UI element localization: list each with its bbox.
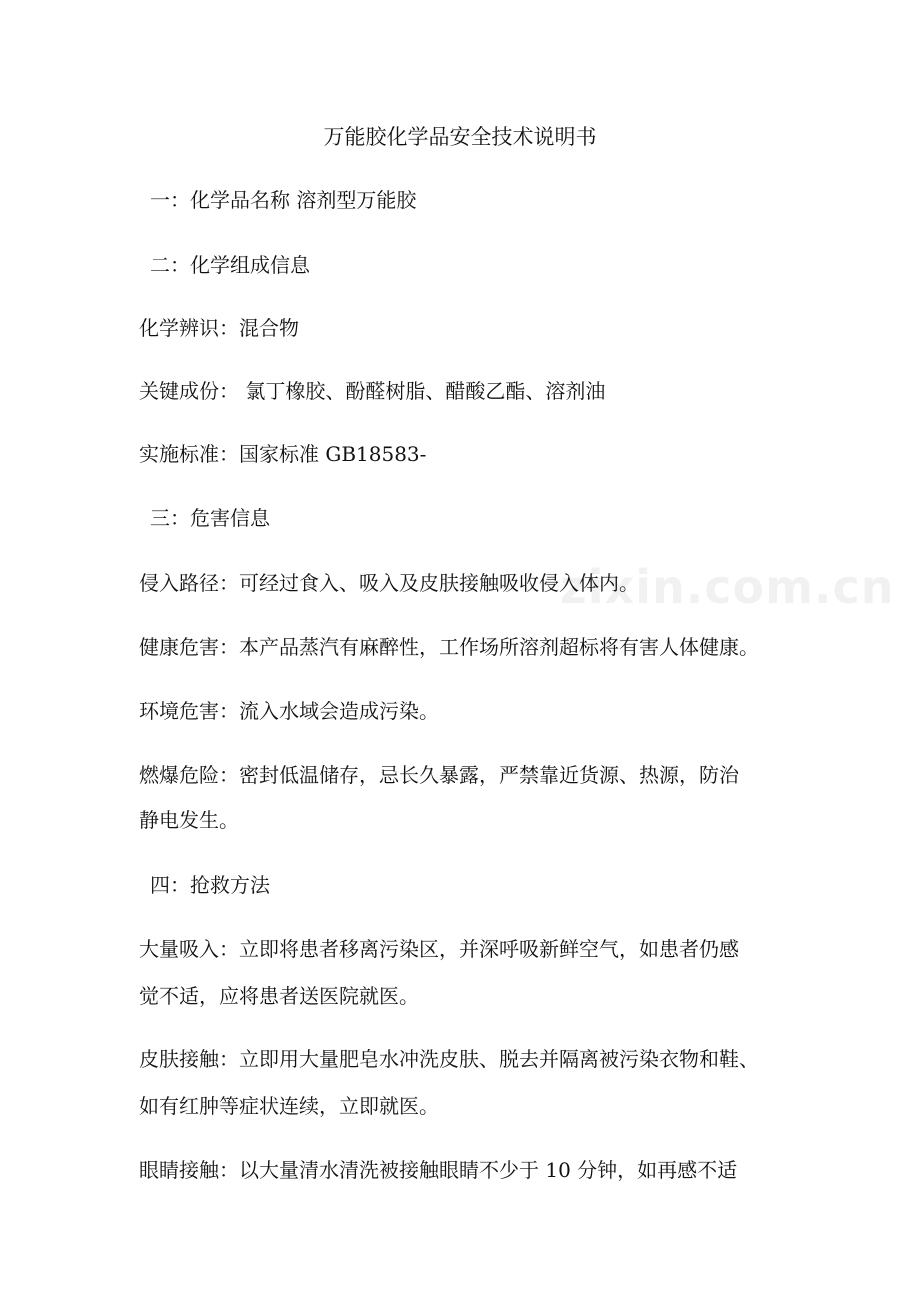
section-2-heading: 二：化学组成信息 [150,253,310,277]
standard: 实施标准：国家标准 GB18583- [139,442,427,466]
skin-contact-line-2: 如有红肿等症状连续，立即就医。 [139,1094,439,1118]
inhalation-line-1: 大量吸入：立即将患者移离污染区，并深呼吸新鲜空气，如患者仍感 [139,937,739,961]
skin-contact-line-1: 皮肤接触：立即用大量肥皂水冲洗皮肤、脱去并隔离被污染衣物和鞋、 [139,1047,759,1071]
environment-hazard: 环境危害：流入水域会造成污染。 [139,699,439,723]
chemical-identity: 化学辨识：混合物 [139,316,299,340]
exposure-route: 侵入路径：可经过食入、吸入及皮肤接触吸收侵入体内。 [139,571,639,595]
document-title: 万能胶化学品安全技术说明书 [323,125,597,149]
inhalation-line-2: 觉不适，应将患者送医院就医。 [139,984,419,1008]
eye-contact-line-1: 眼睛接触：以大量清水清洗被接触眼睛不少于 10 分钟，如再感不适 [139,1158,738,1182]
fire-hazard-line-1: 燃爆危险：密封低温储存，忌长久暴露，严禁靠近货源、热源，防治 [139,763,739,787]
fire-hazard-line-2: 静电发生。 [139,808,239,832]
key-components: 关键成份： 氯丁橡胶、酚醛树脂、醋酸乙酯、溶剂油 [139,379,606,403]
section-1-heading: 一：化学品名称 溶剂型万能胶 [150,188,417,212]
watermark: zixin.com.cn [560,560,895,614]
section-4-heading: 四：抢救方法 [150,873,270,897]
section-3-heading: 三：危害信息 [150,506,270,530]
health-hazard: 健康危害：本产品蒸汽有麻醉性，工作场所溶剂超标将有害人体健康。 [139,635,759,659]
